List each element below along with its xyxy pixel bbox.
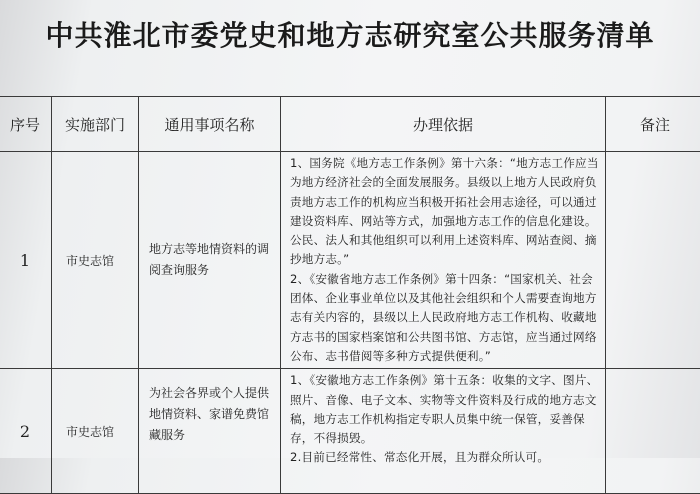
basis-clause-2: 2.目前已经常性、常态化开展，且为群众所认可。 bbox=[290, 448, 599, 467]
header-dept: 实施部门 bbox=[52, 97, 139, 152]
table-header-row bbox=[0, 97, 700, 152]
row-note bbox=[606, 152, 700, 369]
row-number: 2 bbox=[0, 369, 52, 494]
table-row bbox=[0, 152, 700, 369]
basis-clause-1: 1、国务院《地方志工作条例》第十六条：“地方志工作应当为地方经济社会的全面发展服务。县级以上地方人民政府负责地方志工作的机构应当积极开拓社会用志途径，可以通过建设资料库、网站等方式，加强地方志工作的信息化建设。公民、法人和其他组织可以利用上述资料库、网站查阅、摘抄地方志。” bbox=[290, 154, 599, 270]
row-service-name: 为社会各界或个人提供地情资料、家谱免费馆藏服务 bbox=[139, 369, 281, 494]
row-note bbox=[606, 369, 700, 494]
header-item: 通用事项名称 bbox=[139, 97, 281, 152]
table-row bbox=[0, 369, 700, 494]
row-department: 市史志馆 bbox=[52, 369, 139, 494]
row-number: 1 bbox=[0, 152, 52, 369]
service-list-table bbox=[0, 96, 700, 494]
header-note: 备注 bbox=[606, 97, 700, 152]
page-title: 中共淮北市委党史和地方志研究室公共服务清单 bbox=[0, 14, 700, 54]
row-basis bbox=[281, 369, 606, 494]
row-basis bbox=[281, 152, 606, 369]
header-basis: 办理依据 bbox=[281, 97, 606, 152]
row-service-name: 地方志等地情资料的调阅查询服务 bbox=[139, 152, 281, 369]
header-no: 序号 bbox=[0, 97, 52, 152]
basis-clause-2: 2、《安徽省地方志工作条例》第十四条：“国家机关、社会团体、企业事业单位以及其他社会组织和个人需要查询地方志有关内容的，县级以上人民政府地方志工作机构、收藏地方志书的国家档案馆和公共图书馆、方志馆，应当通过网络公布、志书借阅等多种方式提供便利。” bbox=[290, 270, 599, 366]
row-department: 市史志馆 bbox=[52, 152, 139, 369]
basis-clause-1: 1、《安徽地方志工作条例》第十五条：收集的文字、图片、照片、音像、电子文本、实物等文件资料及行成的地方志文稿，地方志工作机构指定专职人员集中统一保管，妥善保存，不得损毁。 bbox=[290, 371, 599, 448]
